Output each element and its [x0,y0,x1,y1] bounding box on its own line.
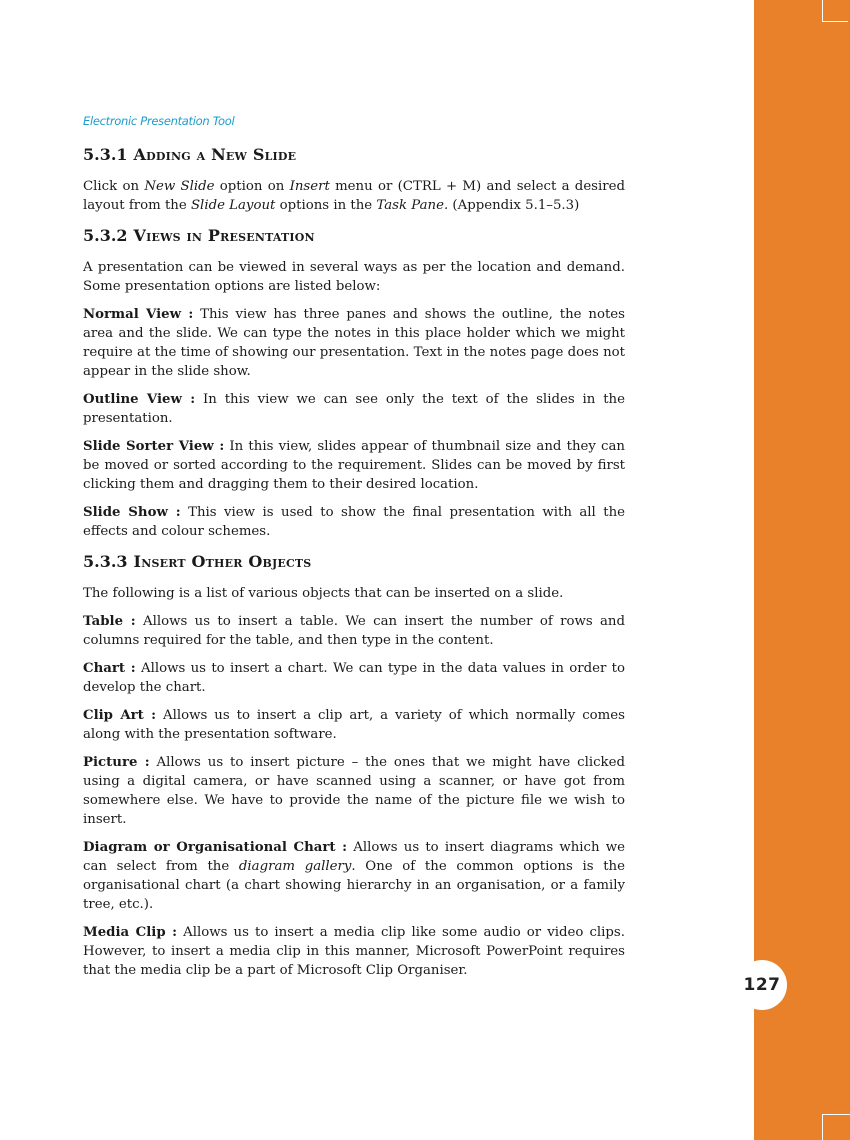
section-heading-adding-new-slide [83,143,625,167]
paragraph-adding-new-slide [83,177,625,215]
definition-picture [83,753,625,829]
page-number: 127 [737,960,787,1010]
term: Table : [83,614,136,629]
section-title: Adding a New Slide [133,145,297,164]
section-heading-views [83,224,625,248]
definition-slide-sorter-view [83,437,625,494]
term: Slide Show : [83,505,181,520]
italic-run: Slide Layout [190,198,276,213]
italic-run: diagram gallery [238,859,352,874]
definition-text: This view is used to show the final presentation with all the effects and colour schemes. [83,505,625,539]
page-content [83,143,625,989]
definition-text: Allows us to insert a clip art, a variety of which normally comes along with the presentation software. [83,708,625,742]
definition-clip-art [83,706,625,744]
definition-outline-view [83,390,625,428]
definition-text: In this view, slides appear of thumbnail size and they can be moved or sorted according to the requirement. Slides can be moved by first clicking them and dragging them to their desired location. [83,439,626,492]
definition-text: Allows us to insert a media clip like some audio or video clips. However, to insert a media clip in this manner, Microsoft PowerPoint requires that the media clip be a part of Microsoft Clip Organiser. [83,925,625,978]
text-run: option on [214,179,290,194]
definition-text: In this view we can see only the text of the slides in the presentation. [83,392,625,426]
definition-text: Allows us to insert a chart. We can type in the data values in order to develop the chart. [83,661,625,695]
section-title: Views in Presentation [133,226,315,245]
term: Chart : [83,661,136,676]
section-number: 5.3.1 [83,145,128,164]
running-head: Electronic Presentation Tool [83,114,235,128]
section-title: Insert Other Objects [133,552,312,571]
italic-run: Insert [289,179,330,194]
term: Picture : [83,755,150,770]
section-number: 5.3.2 [83,226,128,245]
term: Outline View : [83,392,196,407]
text-run: (Appendix 5.1–5.3) [448,198,580,213]
definition-text: This view has three panes and shows the outline, the notes area and the slide. We can type the notes in this place holder which we might require at the time of showing our presentation. Text in the notes page does not appear in the slide show. [83,307,625,379]
text-run: menu or (CTRL + M) and select a desired layout from the [83,179,626,213]
term: Normal View : [83,307,194,322]
corner-crop-mark-top [822,0,848,22]
definition-text: Allows us to insert picture – the ones that we might have clicked using a digital camera, or have scanned using a scanner, or have got from somewhere else. We have to provide the name of the picture file we wish to insert. [83,755,625,827]
definition-table [83,612,625,650]
definition-chart [83,659,625,697]
text-run: options in the [275,198,377,213]
italic-run: New Slide [144,179,215,194]
text-run: Click on [83,179,145,194]
term: Clip Art : [83,708,157,723]
paragraph-insert-intro: The following is a list of various objects that can be inserted on a slide. [83,586,564,601]
corner-crop-mark-bottom [822,1114,850,1140]
definition-diagram [83,838,625,914]
definition-text: Allows us to insert a table. We can insert the number of rows and columns required for the table, and then type in the content. [83,614,626,648]
term: Media Clip : [83,925,178,940]
term: Diagram or Organisational Chart : [83,840,348,855]
definition-text: . One of the common options is the organisational chart (a chart showing hierarchy in an organisation, or a family tree, etc.). [83,859,625,912]
definition-media-clip [83,923,625,980]
term: Slide Sorter View : [83,439,225,454]
paragraph-views-intro: A presentation can be viewed in several ways as per the location and demand. Some presentation options are listed below: [83,260,625,294]
italic-run: Task Pane. [376,198,449,213]
definition-normal-view [83,305,625,381]
definition-slide-show [83,503,625,541]
section-number: 5.3.3 [83,552,128,571]
section-heading-insert-objects [83,550,625,574]
definition-text: Allows us to insert diagrams which we can select from the [83,840,626,874]
